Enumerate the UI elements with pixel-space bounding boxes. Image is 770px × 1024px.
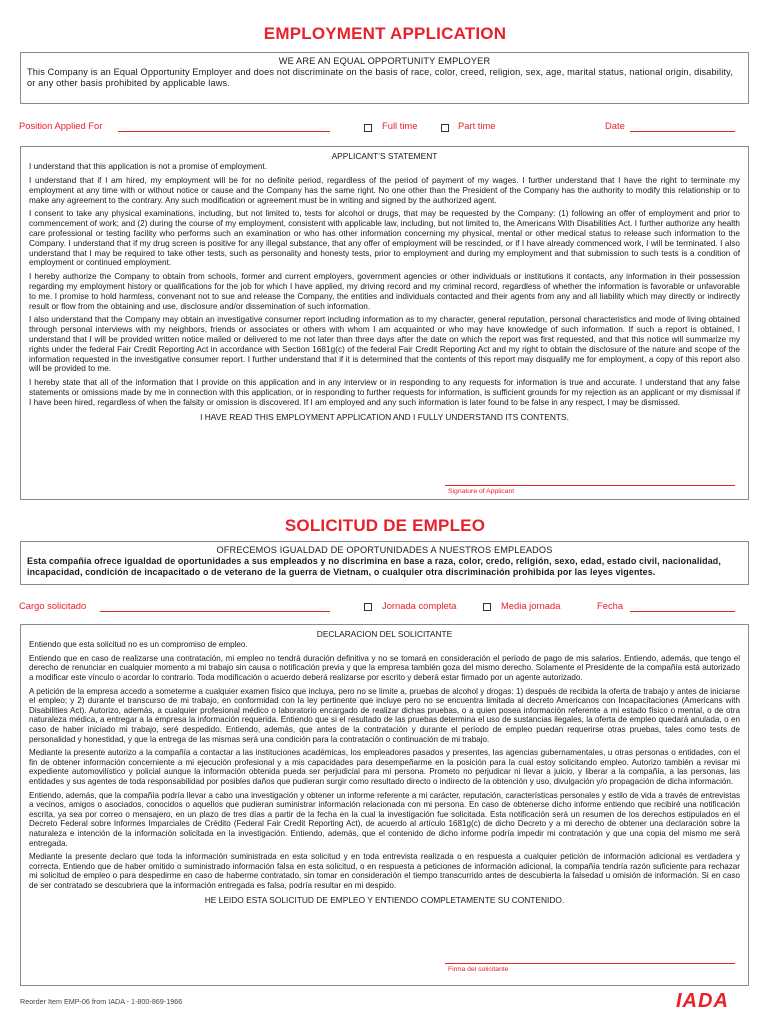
acknowledgement: HE LEIDO ESTA SOLICITUD DE EMPLEO Y ENTIENDO COMPLETAMENTE SU CONTENIDO. bbox=[204, 894, 565, 905]
signature-label: Signature of Applicant bbox=[448, 488, 515, 495]
statement-paragraph: Entiendo que en caso de realizarse una contratación, mi empleo no tendrá duración definitiva y no se tomará en consideración el período de pago de mis salarios. Entiendo, además, que tengo el derecho de renunciar en cualquier momento a mi trabajo sin causa o notificación previa y que la empresa también goza del mismo derecho. Solamente el Presidente de la compañía está autorizado a modificar este vínculo o acordar lo contrario. Toda modificación o acuerdo deberá realizarse por escrito y deberá estar firmado por un agente autorizado. bbox=[29, 653, 740, 683]
signature-line-spanish[interactable] bbox=[445, 963, 735, 964]
eeo-heading: OFRECEMOS IGUALDAD DE OPORTUNIDADES A NUESTROS EMPLEADOS bbox=[216, 545, 553, 555]
date-field[interactable] bbox=[630, 131, 735, 132]
position-label: Position Applied For bbox=[19, 120, 103, 131]
statement-paragraph: I hereby authorize the Company to obtain from schools, former and current employers, government agencies or other individuals or institutions it contacts, any information in their possession regarding my employment history or qualifications for the job for which I have applied, my driving record and my criminal record, regardless of whether the information is favorable or unfavorable to me. I promise to hold harmless, convenant not to sue and release the Company, the entities and individuals contacted and their agents from any and all liability which may directly or indirectly result or flow from the obtaining and use, disclosure and/or dissemination of such information. bbox=[29, 272, 740, 311]
iada-logo: IADA bbox=[676, 990, 729, 1012]
applicant-statement-box-spanish bbox=[20, 624, 749, 986]
eeo-heading: WE ARE AN EQUAL OPPORTUNITY EMPLOYER bbox=[278, 56, 491, 66]
page-title-spanish: SOLICITUD DE EMPLEO bbox=[284, 516, 486, 535]
part-time-label-spanish: Media jornada bbox=[501, 600, 561, 611]
reorder-text: Reorder Item EMP-06 from IADA - 1-800-869-1966 bbox=[20, 997, 183, 1006]
statement-paragraph: I understand that this application is not a promise of employment. bbox=[29, 162, 268, 172]
page-title: EMPLOYMENT APPLICATION bbox=[263, 24, 507, 43]
statement-paragraph: Mediante la presente autorizo a la compañía a contactar a las instituciones académicas, los empleadores pasados y presentes, las agencias gubernamentales, u otras personas o entidades, con el fin de obtener información concerniente a mi ejecución profesional y a mis capacidades para desempeñarme en la posición para la cual estoy solicitando empleo. Autorizo también a revisar mi expediente automovilístico y policial aunque la información obtenida pueda ser perjudicial para mi persona. Prometo no perjudicar ni llevar a juicio, y liberar a la compañía, a las personas, las entidades y sus agentes de toda responsabilidad por posibles daños que pudieran surgir como resultado directo o indirecto de la obtención y uso, divulgación y/o propagación de dicha información. bbox=[29, 748, 740, 787]
statement-heading: DECLARACION DEL SOLICITANTE bbox=[316, 629, 453, 639]
signature-label-spanish: Firma del solicitante bbox=[448, 966, 509, 973]
date-field-spanish[interactable] bbox=[630, 611, 735, 612]
statement-paragraph: A petición de la empresa accedo a someterme a cualquier examen físico que incluya, pero no se limite a, pruebas de alcohol y drogas: 1) después de recibida la oferta de trabajo y antes de iniciarse el empleo; y 2) durante el transcurso de mi trabajo, en conformidad con la ley pertinente que incluye pero no se encuentra limitada al decreto Americanos con Incapacitaciones (Americans with Disabilities Act). Autorizo, además, a cualquier profesional médico o laboratorio encargado de realizar dichas pruebas, o a quien posea información referente a mi estado físico o mental, o de otra naturaleza médica, a entregar a la empresa la información requerida. Entiendo que si el resultado de las pruebas determina el uso de sustancias ilegales, la oferta de empleo quedará anulada, o en caso de haber iniciado mi trabajo, seré despedido. Entiendo, además, que antes de la contratación y durante el período de empleo puedan requerirse otras pruebas, tales como tests de personalidad y honestidad, y que la entrega de las mismas será una condición para la contratación o continuación de mi trabajo. bbox=[29, 686, 740, 744]
statement-paragraph: I consent to take any physical examinations, including, but not limited to, tests for alcohol or drugs, that may be requested by the Company: (1) following an offer of employment and prior to commencement of work; and (2) during the course of my employment, consistent with applicable law, including, but not limited to, the Americans With Disabilities Act. I further authorize any health care professional or testing facility who performs such an examination or who has other information concerning my physical, mental or other medical status to release such information to the Company. I understand that if my drug screen is positive for any illegal substance, that any offer of employment will be rescinded, or if I have already commenced work, I will be terminated. I also understand that I may be required to take other tests, such as personality and honesty tests, prior to employment and during my employment and that submission to such tests is a condition of employment or continued employment. bbox=[29, 209, 740, 268]
eeo-box bbox=[20, 52, 749, 104]
date-label-spanish: Fecha bbox=[597, 600, 624, 611]
statement-paragraph: I also understand that the Company may obtain an investigative consumer report including information as to my character, general reputation, personal characteristics and mode of living obtained through personal interviews with my neighbors, friends or associates or others with whom I am acquainted or who may have knowledge of such information. If such a report is obtained, I understand that I will be provided written notice mailed or delivered to me not later than three days after the date on which the report was first requested, and that this notice will summarize my rights under the federal Fair Credit Reporting Act in accordance with Section 1681g(c) of the federal Fair Credit Reporting Act and my right to obtain the disclosure of the nature and scope of the information requested in the investigative consumer report. I further understand that if it is determined that the contents of this report may disqualify me for employment, a copy of this report also will be provided to me. bbox=[29, 315, 740, 374]
statement-body bbox=[29, 640, 740, 890]
eeo-box-spanish bbox=[20, 541, 749, 585]
statement-paragraph: I understand that if I am hired, my employment will be for no definite period, regardless of the period of payment of my wages. I further understand that I have the right to terminate my employment at any time with or without notice or cause and the Company has the same right. No one other than the President of the Company has the authority to modify this relationship or to make any agreement to the contrary. Any such modification or agreement must be in writing and signed by the authorized agent. bbox=[29, 176, 740, 205]
statement-paragraph: Mediante la presente declaro que toda la información suministrada en esta solicitud y en toda entrevista realizada o en respuesta a cualquier petición de información adicional es verdadera y correcta. Entiendo que de haber omitido o suministrado información falsa en esta solicitud, o en respuesta a peticiones de información adicional, la compañía tendría razón suficiente para rechazar mi solicitud de empleo o para despedirme en caso de haberme contratado, sin tomar en consideración el tiempo transcurrido antes de descubierta la falsedad u omisión de información. Si en caso de ser contratado se descubriera que la información entregada es falsa, podría resultar en mi despido. bbox=[29, 852, 740, 890]
acknowledgement: I HAVE READ THIS EMPLOYMENT APPLICATION AND I FULLY UNDERSTAND ITS CONTENTS. bbox=[200, 411, 569, 422]
part-time-checkbox[interactable] bbox=[441, 119, 449, 137]
statement-paragraph: I hereby state that all of the information that I provide on this application and in any interview or in responding to any requests for information is true and accurate. I understand that any false statements or omissions made by me in connection with this application, or in responding to further requests for information, is sufficient grounds for my rejection as an applicant or my dismissal if I have been hired, regardless of when the falsity or omission is discovered. If I am employed and any such information is later found to be false in any respect, I may be dismissed. bbox=[29, 378, 740, 407]
date-label: Date bbox=[605, 120, 625, 131]
signature-line[interactable] bbox=[445, 485, 735, 486]
statement-paragraph: Entiendo, además, que la compañía podría llevar a cabo una investigación y obtener un informe referente a mi carácter, reputación, características personales y estilo de vida a través de entrevistas a vecinos, amigos o asociados, conocidos o aquellos que pudieran suministrar información relacionada con mi persona. En caso de obtenerse dicho informe entiendo que recibiré una notificación escrita, ya sea por correo o mensajero, en un plazo de tres días a partir de la fecha en la cual la investigación fue solicitada. Esta notificación será un resumen de los derechos estipulados en el Decreto Federal sobre Informes Imparciales de Crédito (Federal Fair Credit Reporting Act), de acuerdo al artículo 1681g(c) de dicho Decreto y a mi derecho de obtener una declaración sobre la naturaleza e intención de la información solicitada en la investigación. Entiendo, además, que el contenido de dicho informe podría impedir mi contratación y que una copia del mismo me será entregada. bbox=[29, 790, 740, 848]
applicant-statement-box bbox=[20, 146, 749, 500]
full-time-checkbox[interactable] bbox=[364, 119, 372, 137]
part-time-checkbox-spanish[interactable] bbox=[483, 598, 491, 616]
position-field[interactable] bbox=[118, 131, 330, 132]
eeo-text: This Company is an Equal Opportunity Employer and does not discriminate on the basis of race, color, creed, religion, sex, age, marital status, national origin, disability, or any other basis prohibited by applicable laws. bbox=[27, 67, 733, 89]
statement-paragraph: Entiendo que esta solicitud no es un compromiso de empleo. bbox=[29, 640, 248, 650]
position-field-spanish[interactable] bbox=[100, 611, 330, 612]
eeo-text: Esta compañía ofrece igualdad de oportunidades a sus empleados y no discrimina en base a raza, color, credo, religión, sexo, edad, estado civil, nacionalidad, incapacidad, condición de incapacitado o de veterano de la guerra de Vietnam, o cualquier otra discriminación prohibida por las leyes vigentes. bbox=[27, 556, 721, 578]
full-time-label: Full time bbox=[382, 120, 418, 131]
statement-body bbox=[29, 162, 740, 407]
part-time-label: Part time bbox=[458, 120, 496, 131]
full-time-label-spanish: Jornada completa bbox=[382, 600, 457, 611]
statement-heading: APPLICANT’S STATEMENT bbox=[331, 151, 438, 161]
full-time-checkbox-spanish[interactable] bbox=[364, 598, 372, 616]
position-label-spanish: Cargo solicitado bbox=[19, 600, 87, 611]
